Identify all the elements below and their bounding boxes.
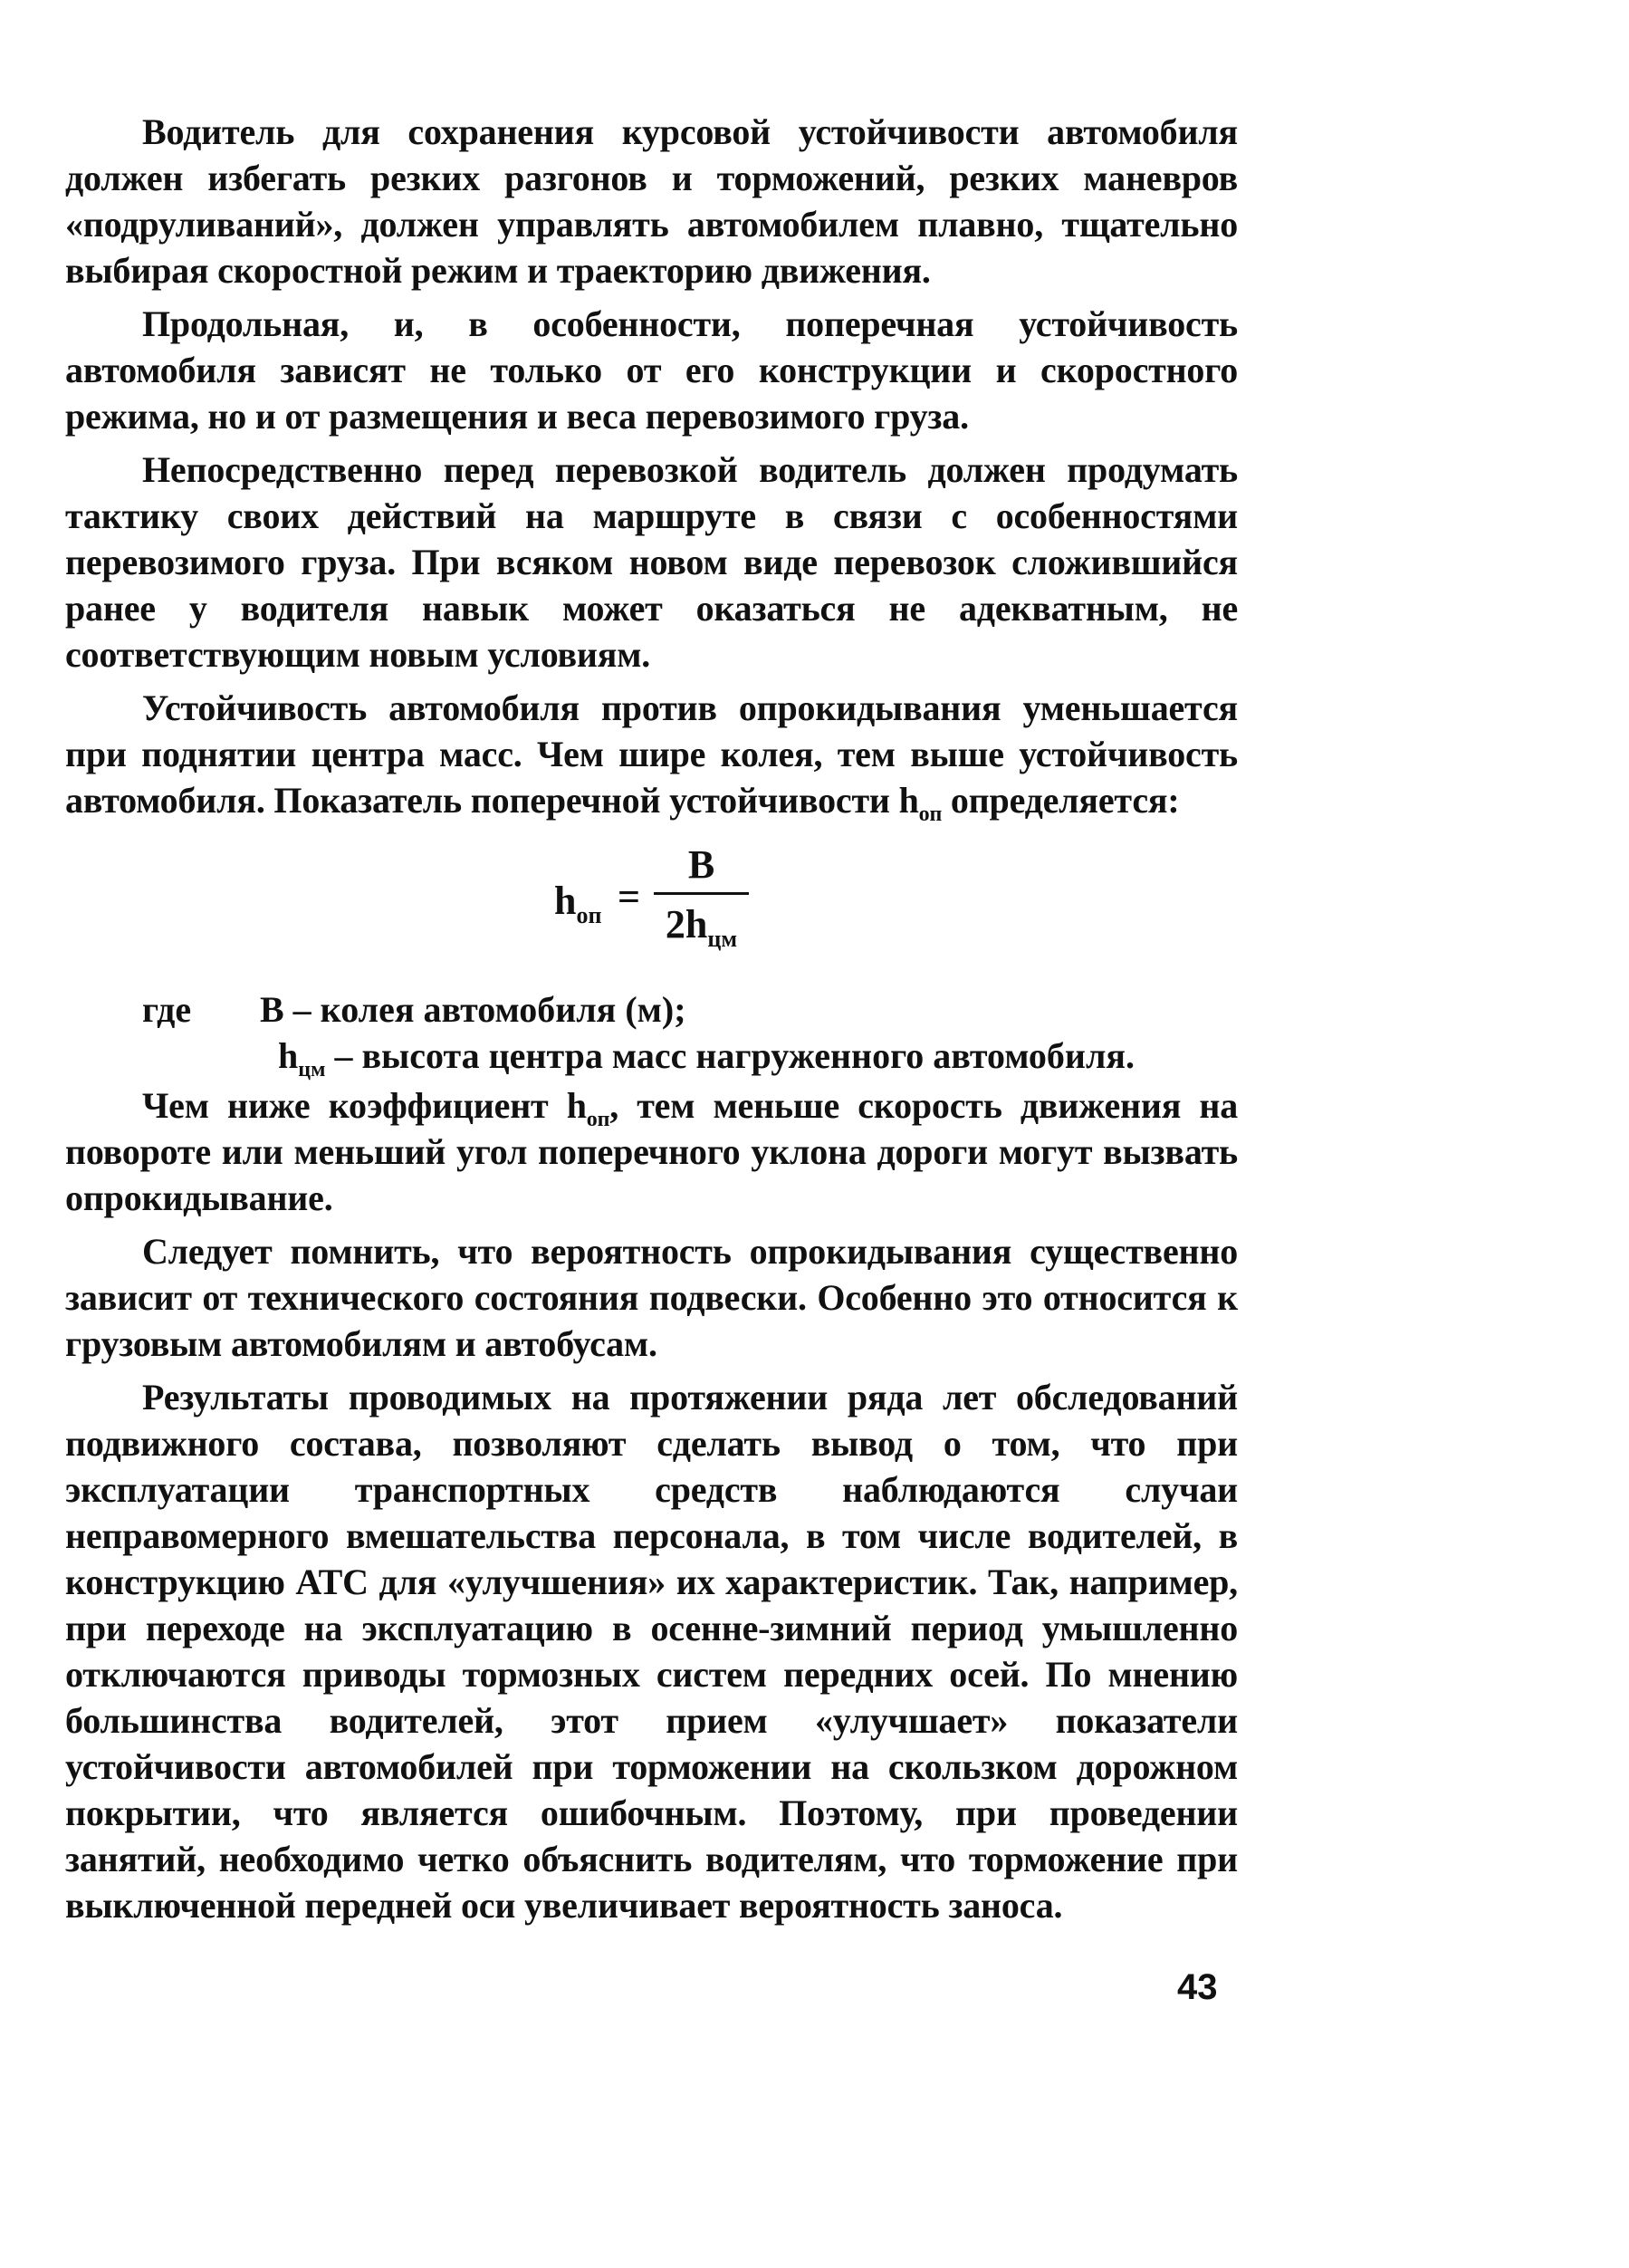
where-label: где [142,989,192,1030]
paragraph-6: Следует помнить, что вероятность опрокидывания существенно зависит от технического состояния подвески. Особенно это относится к грузовым автомобилям и автобусам. [65,1231,1238,1364]
formula-denominator [654,899,749,966]
paragraph-5 [65,1082,1238,1221]
formula-denominator-subscript: цм [707,925,738,952]
formula-denominator-symbol: 2h [665,902,708,947]
paragraph-4-subscript: оп [918,802,943,826]
paragraph-5-subscript: оп [586,1108,610,1131]
formula-legend [65,986,1238,1079]
page-body [65,109,1238,1936]
definition-h [278,1033,1135,1079]
paragraph-2: Продольная, и, в особенности, поперечная устойчивость автомобиля зависят не только от его конструкции и скоростного режима, но и от размещения и веса перевозимого груза. [65,303,1238,437]
formula-lhs [554,878,601,929]
stability-formula [65,843,1238,970]
formula-lhs-symbol: h [554,879,577,923]
paragraph-3: Непосредственно перед перевозкой водитель должен продумать тактику своих действий на маршруте в связи с особенностями перевозимого груза. При всяком новом виде перевозок сложившийся ранее у водителя навык может оказаться не адекватным, не соответствующим новым условиям. [65,449,1238,675]
paragraph-7: Результаты проводимых на протяжении ряда лет обследований подвижного состава, позволяют сделать вывод о том, что при эксплуатации транспортных средств наблюдаются случаи неправомерного вмешательства персонала, в том числе водителей, в конструкцию АТС для «улучшения» их характеристик. Так, например, при переходе на эксплуатацию в осенне-зимний период умышленно отключаются приводы тормозных систем передних осей. По мнению большинства водителей, этот прием «улучшает» показатели устойчивости автомобилей при торможении на скользком дорожном покрытии, что является ошибочным. Поэтому, при проведении занятий, необходимо четко объяснить водителям, что торможение при выключенной передней оси увеличивает вероятность заноса. [65,1377,1238,1926]
paragraph-4-end: определяется: [942,780,1180,821]
paragraph-5-start: Чем ниже коэффициент h [142,1085,587,1126]
paragraph-4-text: Устойчивость автомобиля против опрокидывания уменьшается при поднятии центра масс. Чем шире колея, тем выше устойчивость автомобиля. Показатель поперечной устойчивости h [65,687,1238,821]
paragraph-5-text: , тем меньше скорость движения на повороте или меньший угол поперечного уклона дороги могут вызвать опрокидывание. [65,1085,1238,1218]
formula-lhs-subscript: оп [576,901,602,928]
definition-h-symbol: h [278,1035,299,1076]
definition-b: B – колея автомобиля (м); [260,989,686,1030]
definition-h-text: – высота центра масс нагруженного автомобиля. [325,1035,1136,1076]
formula-numerator: B [687,842,715,887]
formula-equals: = [618,875,641,919]
fraction-bar [654,892,749,895]
paragraph-4 [65,685,1238,826]
formula-fraction [654,838,749,966]
page-number: 43 [1177,1967,1218,2007]
paragraph-1: Водитель для сохранения курсовой устойчивости автомобиля должен избегать резких разгонов и торможений, резких маневров «подруливаний», должен управлять автомобилем плавно, тщательно выбирая скоростной режим и траекторию движения. [65,111,1238,291]
definition-h-subscript: цм [298,1058,326,1081]
